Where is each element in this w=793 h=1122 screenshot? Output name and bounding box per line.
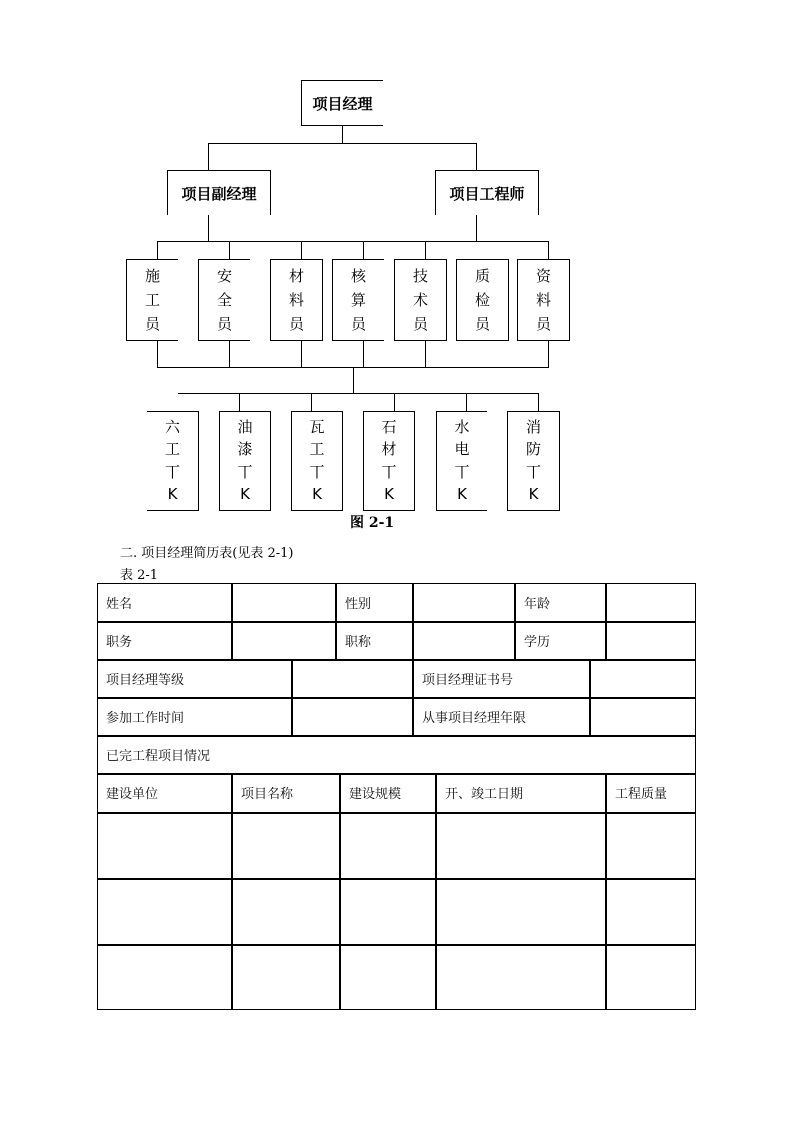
org-node-char: 术 (412, 290, 428, 309)
connector-line (301, 241, 302, 259)
field-name[interactable] (232, 583, 335, 621)
table-row-cell[interactable] (606, 945, 696, 1010)
org-node-char: 丅 (381, 462, 397, 481)
org-node-char: 员 (412, 314, 428, 333)
connector-line (229, 241, 230, 259)
org-node-char: 漆 (237, 440, 253, 459)
org-node-char: 质 (474, 266, 490, 285)
org-node-char: 员 (474, 314, 490, 333)
org-node-project-engineer (435, 170, 539, 215)
table-row-cell[interactable] (232, 945, 339, 1010)
org-node-project-manager (301, 80, 383, 126)
org-node-char: 电 (454, 440, 470, 459)
field-work-start[interactable] (292, 697, 412, 735)
org-node-label: 项目经理 (312, 94, 373, 113)
label-title: 职称 (345, 634, 372, 650)
label-education: 学历 (524, 634, 551, 650)
header-project-name: 项目名称 (241, 787, 294, 802)
label-age: 年龄 (524, 596, 551, 612)
field-age[interactable] (606, 583, 696, 621)
table-label: 表 2-1 (120, 568, 159, 583)
org-node-char: 石 (381, 417, 397, 436)
table-row-cell[interactable] (340, 879, 435, 944)
org-node-char: 丅 (164, 462, 180, 481)
org-node-char: 员 (144, 314, 160, 333)
org-node-char: 材 (381, 440, 397, 459)
connector-line (178, 393, 539, 394)
org-node-label: 项目工程师 (449, 184, 525, 203)
connector-line (353, 367, 354, 393)
org-node-safety-officer (198, 259, 250, 341)
connector-line (301, 341, 302, 367)
org-node-char: 算 (350, 290, 366, 309)
label-manager-years: 从事项目经理年限 (422, 710, 527, 726)
connector-line (208, 143, 209, 170)
org-node-char: 料 (288, 290, 304, 309)
org-node-char: 施 (144, 266, 160, 285)
org-node-char: 员 (216, 314, 232, 333)
label-gender: 性别 (345, 596, 372, 612)
section-heading: 二. 项目经理简历表(见表 2-1) (120, 546, 294, 561)
org-node-technician (394, 259, 447, 341)
table-row-cell[interactable] (436, 945, 605, 1010)
connector-line (342, 126, 343, 143)
connector-line (466, 393, 467, 411)
org-node-char: 员 (288, 314, 304, 333)
org-node-char: 丅 (454, 462, 470, 481)
field-certificate-number[interactable] (590, 659, 696, 697)
org-node-char: 丅 (309, 462, 325, 481)
table-row-cell[interactable] (340, 945, 435, 1010)
connector-line (229, 341, 230, 367)
label-position: 职务 (106, 634, 133, 650)
connector-line (425, 341, 426, 367)
org-node-char: 资 (535, 266, 551, 285)
connector-line (548, 341, 549, 367)
org-node-char: 工 (164, 440, 180, 459)
org-node-label: 项目副经理 (181, 184, 257, 203)
org-node-char: K (384, 485, 394, 504)
header-quality: 工程质量 (615, 787, 668, 802)
org-node-char: 六 (164, 417, 180, 436)
field-education[interactable] (606, 621, 696, 659)
org-node-cost-accountant (332, 259, 384, 341)
org-node-char: 员 (350, 314, 366, 333)
table-row-cell[interactable] (436, 813, 605, 878)
org-node-char: 料 (535, 290, 551, 309)
org-node-stone-team (363, 411, 415, 511)
org-node-char: K (457, 485, 467, 504)
table-row-cell[interactable] (340, 813, 435, 878)
label-completed-projects: 已完工程项目情况 (106, 748, 211, 764)
connector-line (476, 215, 477, 241)
connector-line (363, 241, 364, 259)
connector-line (425, 241, 426, 259)
org-node-char: 安 (216, 266, 232, 285)
org-node-char: 工 (309, 440, 325, 459)
table-row-cell[interactable] (97, 879, 231, 944)
org-node-char: 瓦 (309, 417, 325, 436)
org-node-char: 丅 (237, 462, 253, 481)
table-row-cell[interactable] (606, 813, 696, 878)
table-row-cell[interactable] (436, 879, 605, 944)
label-certificate-number: 项目经理证书号 (422, 672, 514, 688)
label-work-start: 参加工作时间 (106, 710, 185, 726)
org-node-char: K (312, 485, 322, 504)
org-node-char: 检 (474, 290, 490, 309)
connector-line (538, 393, 539, 411)
connector-line (394, 393, 395, 411)
connector-line (208, 143, 477, 144)
field-position[interactable] (232, 621, 335, 659)
connector-line (476, 143, 477, 170)
connector-line (239, 393, 240, 411)
org-node-char: 油 (237, 417, 253, 436)
field-gender[interactable] (413, 583, 514, 621)
connector-line (157, 241, 549, 242)
org-node-char: K (240, 485, 250, 504)
connector-line (548, 241, 549, 259)
org-node-char: 丅 (525, 462, 541, 481)
org-node-carpentry-team (147, 411, 199, 511)
org-node-char: K (167, 485, 178, 504)
label-name: 姓名 (106, 596, 133, 612)
table-row-cell[interactable] (232, 813, 339, 878)
org-node-char: 材 (288, 266, 304, 285)
field-title[interactable] (413, 621, 514, 659)
field-manager-years[interactable] (590, 697, 696, 735)
connector-line (157, 241, 158, 259)
org-node-materials-officer (270, 259, 323, 341)
org-node-quality-inspector (456, 259, 509, 341)
header-dates: 开、竣工日期 (445, 787, 524, 802)
table-row-cell[interactable] (97, 813, 231, 878)
org-node-painting-team (219, 411, 271, 511)
table-row-cell[interactable] (232, 879, 339, 944)
org-node-construction-worker (126, 259, 178, 341)
field-manager-grade[interactable] (292, 659, 412, 697)
connector-line (208, 215, 209, 241)
org-node-plumbing-electrical-team (436, 411, 487, 511)
connector-line (311, 393, 312, 411)
org-node-fire-protection-team (507, 411, 560, 511)
header-scale: 建设规模 (349, 787, 402, 802)
org-node-tiling-team (291, 411, 343, 511)
figure-caption: 图 2-1 (350, 515, 395, 531)
org-node-records-officer (517, 259, 570, 341)
org-node-char: 工 (144, 290, 160, 309)
header-client: 建设单位 (106, 787, 159, 802)
table-row-cell[interactable] (606, 879, 696, 944)
org-node-char: 防 (525, 440, 541, 459)
org-node-deputy-manager (167, 170, 271, 215)
org-node-char: K (528, 485, 539, 504)
org-node-char: 技 (412, 266, 428, 285)
org-node-char: 消 (525, 417, 541, 436)
table-row-cell[interactable] (97, 945, 231, 1010)
org-node-char: 水 (454, 417, 470, 436)
connector-line (157, 341, 158, 367)
org-node-char: 核 (350, 266, 366, 285)
label-manager-grade: 项目经理等级 (106, 672, 185, 688)
org-node-char: 员 (535, 314, 551, 333)
org-node-char: 全 (216, 290, 232, 309)
connector-line (363, 341, 364, 367)
